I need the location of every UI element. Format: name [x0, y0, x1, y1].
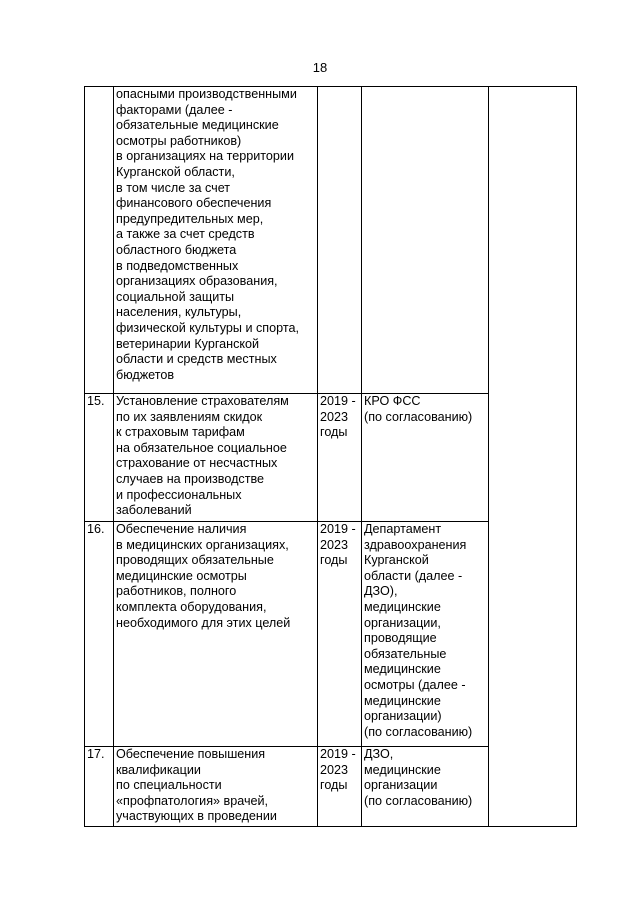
row-number: 15.	[85, 394, 114, 522]
measure-text: Установление страхователям по их заявлениям скидок к страховым тарифам на обязательное социальное страхование от несчастных случаев на производстве и профессиональных заболеваний	[114, 394, 318, 522]
result-cell	[489, 87, 577, 827]
row-number: 17.	[85, 747, 114, 827]
page-number: 18	[312, 60, 328, 75]
measure-text: Обеспечение повышения квалификации по специальности «профпатология» врачей, участвующих в проведении	[114, 747, 318, 827]
years-cell: 2019 - 2023 годы	[318, 394, 362, 522]
table-row	[85, 87, 577, 394]
executor-cell	[362, 87, 489, 394]
years-cell: 2019 - 2023 годы	[318, 747, 362, 827]
years-cell: 2019 - 2023 годы	[318, 522, 362, 747]
executor-cell: КРО ФСС (по согласованию)	[362, 394, 489, 522]
executor-cell: ДЗО, медицинские организации (по согласованию)	[362, 747, 489, 827]
measure-text: Обеспечение наличия в медицинских организациях, проводящих обязательные медицинские осмотры работников, полного комплекта оборудования, необходимого для этих целей	[114, 522, 318, 747]
measure-text: опасными производственными факторами (далее - обязательные медицинские осмотры работников) в организациях на территории Курганской области, в том числе за счет финансового обеспечения предупредительных мер, а также за счет средств областного бюджета в подведомственных организациях образования, социальной защиты населения, культуры, физической культуры и спорта, ветеринарии Курганской области и средств местных бюджетов	[114, 87, 318, 394]
row-number: 16.	[85, 522, 114, 747]
measures-table	[84, 86, 577, 827]
row-number	[85, 87, 114, 394]
executor-cell: Департамент здравоохранения Курганской области (далее - ДЗО), медицинские организации, проводящие обязательные медицинские осмотры (далее - медицинские организации) (по согласованию)	[362, 522, 489, 747]
years-cell	[318, 87, 362, 394]
